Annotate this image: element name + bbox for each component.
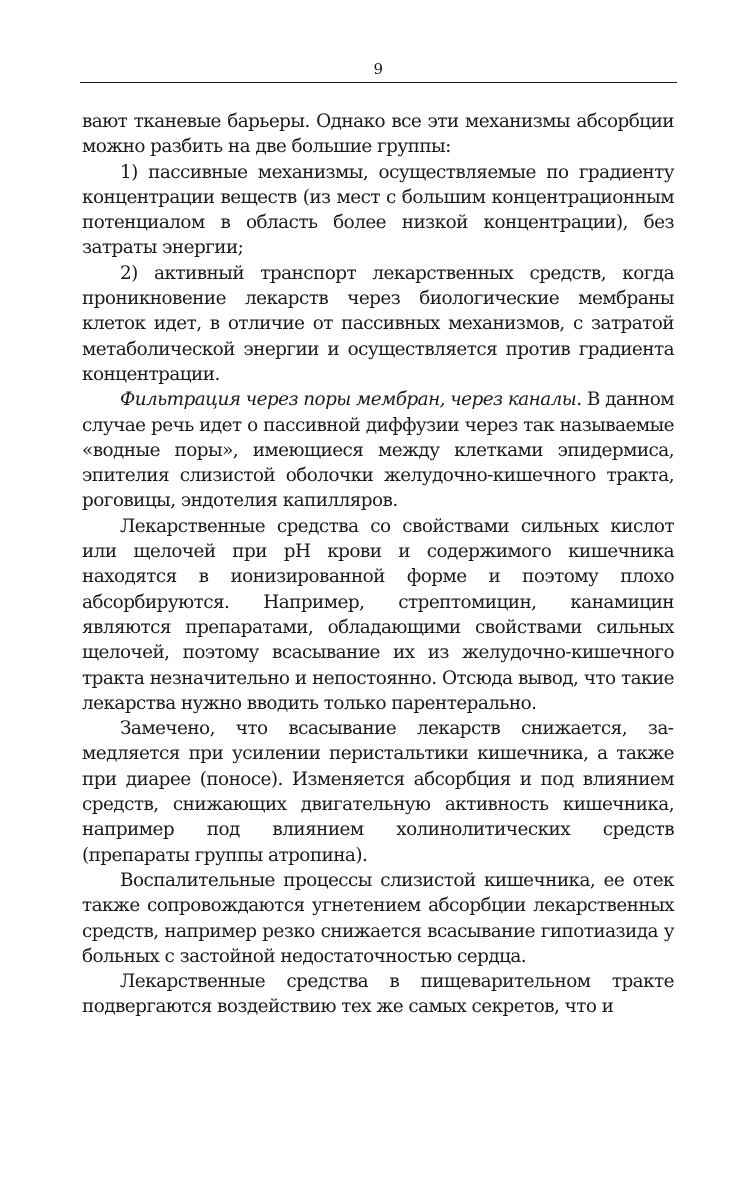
paragraph-text: Замечено, что всасывание лекарств снижается, замедляется при усилении перистальтики кишечника, а также при диарее (поносе). Изменяется абсорбция и под влиянием средств, снижающих двигательную активность кишечника, например под влиянием холинолитических средств (препараты группы атропина). [82,718,674,866]
paragraph-text: Лекарственные средства со свойствами сильных кислот или щелочей при pH крови и содержимого кишечника находятся в ионизированной форме и поэтому плохо абсорбируются. Например, стрептомицин, канамицин являются препаратами, обладающими свойствами сильных щелочей, поэтому всасывание их из желудочно-кишечного тракта незначительно и непостоянно. Отсюда вывод, что такие лекарства нужно вводить только парентерально. [82,515,674,714]
paragraph-acids-alkalis [82,514,674,716]
paragraph-filtration [82,387,674,513]
paragraph-italic-heading: Фильтрация через поры мембран, через каналы. [120,389,582,411]
paragraph-text: вают тканевые барьеры. Однако все эти механизмы абсорбции можно разбить на две большие группы: [82,111,674,158]
paragraph-text: 2) активный транспорт лекарственных средств, когда проникновение лекарств через биологические мембраны клеток идет, в отличие от пассивных механизмов, с затратой метаболической энергии и осуществляется против градиента концентрации. [82,262,674,385]
paragraph-inflammation [82,868,674,969]
text-body [82,109,674,1020]
paragraph-digestive-tract [82,969,674,1020]
paragraph-text: Воспалительные процессы слизистой кишечника, ее отек также сопровождаются угнетением абсорбции лекарственных средств, например резко снижается всасывание гипотиазида у больных с застойной недостаточностью сердца. [82,869,674,967]
paragraph-list-item-active [82,261,674,387]
paragraph-list-item-passive [82,160,674,261]
page-number: 9 [373,60,384,78]
paragraph-continuation [82,109,674,160]
paragraph-text: 1) пассивные механизмы, осуществляемые по градиенту концентрации веществ (из мест с большим концентрационным потенциалом в область более низкой концентрации), без затраты энергии; [82,161,674,259]
paragraph-peristalsis [82,716,674,868]
paragraph-text: Лекарственные средства в пищеварительном тракте подвергаются воздействию тех же самых секретов, что и [82,971,674,1018]
page-header [80,58,677,83]
paragraph-text: В данном случае речь идет о пассивной диффузии через так называемые «водные поры», имеющиеся между клетками эпидермиса, эпителия слизистой оболочки желудочно-кишечного тракта, роговицы, эндотелия капилляров. [82,389,675,512]
